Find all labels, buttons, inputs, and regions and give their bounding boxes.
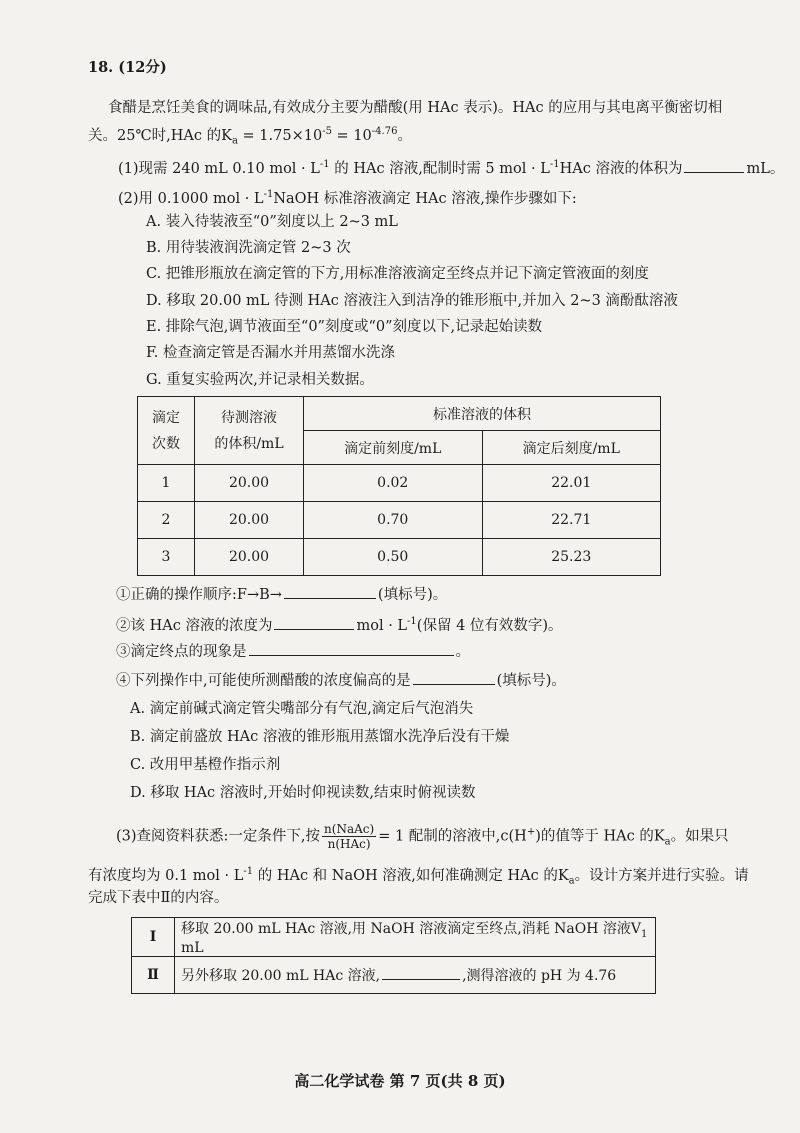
header-trial: 滴定 次数 — [138, 397, 195, 465]
answer-blank-endpoint[interactable] — [249, 641, 454, 656]
table-row: Ⅱ 另外移取 20.00 mL HAc 溶液, ,测得溶液的 pH 为 4.76 — [132, 956, 656, 993]
question-3-line-3: 完成下表中Ⅱ的内容。 — [88, 890, 229, 906]
step-b: B. 用待装液润洗滴定管 2~3 次 — [146, 240, 351, 256]
step-d: D. 移取 20.00 mL 待测 HAc 溶液注入到洁净的锥形瓶中,并加入 2~3 滴酚酞溶液 — [146, 293, 678, 309]
sub-question-4: ④下列操作中,可能使所测醋酸的浓度偏高的是 (填标号)。 — [116, 670, 566, 691]
table-row: 3 20.00 0.50 25.23 — [138, 539, 661, 576]
header-after: 滴定后刻度/mL — [482, 431, 661, 465]
step-g: G. 重复实验两次,并记录相关数据。 — [146, 372, 374, 388]
option-b: B. 滴定前盛放 HAc 溶液的锥形瓶用蒸馏水洗净后没有干燥 — [130, 729, 510, 745]
sub-question-1: ①正确的操作顺序:F→B→ (填标号)。 — [116, 584, 447, 605]
table-row: 1 20.00 0.02 22.01 — [138, 465, 661, 502]
answer-blank-order[interactable] — [284, 584, 376, 599]
table-row: 2 20.00 0.70 22.71 — [138, 502, 661, 539]
sub-question-2: ②该 HAc 溶液的浓度为 mol · $L^{-1}$(保留 4 位有效数字)。 — [116, 616, 563, 634]
ratio-fraction: $\frac{\text{n(NaAc)}}{\text{n(HAc)}}$ — [324, 822, 375, 851]
page-footer: 高二化学试卷 第 7 页(共 8 页) — [294, 1072, 506, 1090]
answer-blank-concentration[interactable] — [274, 615, 354, 630]
step-e: E. 排除气泡,调节液面至“0”刻度或“0”刻度以下,记录起始读数 — [146, 319, 543, 335]
sub-question-3: ③滴定终点的现象是 。 — [116, 641, 470, 662]
intro-line-2: 关。25℃时,HAc 的$K_a = 1.75\times 10^{-5} = 10^{-4.76}$。 — [88, 126, 412, 147]
option-c: C. 改用甲基橙作指示剂 — [130, 757, 281, 773]
question-number: 18. (12分) — [88, 59, 167, 76]
option-a: A. 滴定前碱式滴定管尖嘴部分有气泡,滴定后气泡消失 — [130, 701, 474, 717]
design-table — [131, 917, 656, 994]
step-c: C. 把锥形瓶放在滴定管的下方,用标准溶液滴定至终点并记下滴定管液面的刻度 — [146, 266, 649, 282]
header-before: 滴定前刻度/mL — [304, 431, 483, 465]
header-standard-volume: 标准溶液的体积 — [304, 397, 661, 431]
titration-table — [137, 396, 661, 576]
table-row: Ⅰ 移取 20.00 mL HAc 溶液,用 NaOH 溶液滴定至终点,消耗 NaOH 溶液$V_1$ mL — [132, 918, 656, 957]
question-2: (2)用 0.1000 mol · $L^{-1}NaOH$ 标准溶液滴定 HAc 溶液,操作步骤如下: — [118, 189, 577, 207]
answer-blank-operation[interactable] — [413, 670, 495, 685]
question-3-line-1: (3)查阅资料获悉:一定条件下,按 $\frac{\text{n(NaAc)}}{\text{n(HAc)}}$ = 1 配制的溶液中,c(H+)的值等于 HAc 的$K_a$。如果只 — [116, 822, 729, 851]
question-3-line-2: 有浓度均为 0.1 mol · $L^{-1}$ 的 HAc 和 NaOH 溶液,如何准确测定 HAc 的$K_a$。设计方案并进行实验。请 — [88, 866, 749, 887]
answer-blank-volume[interactable] — [684, 158, 744, 173]
step-a: A. 装入待装液至“0”刻度以上 2~3 mL — [146, 214, 398, 230]
option-d: D. 移取 HAc 溶液时,开始时仰视读数,结束时俯视读数 — [130, 785, 476, 801]
answer-blank-design[interactable] — [382, 965, 460, 980]
step-f: F. 检查滴定管是否漏水并用蒸馏水洗涤 — [146, 345, 396, 361]
intro-line-1: 食醋是烹饪美食的调味品,有效成分主要为醋酸(用 HAc 表示)。HAc 的应用与其电离平衡密切相 — [108, 100, 723, 116]
header-sample-volume: 待测溶液 的体积/mL — [195, 397, 304, 465]
question-1: (1)现需 240 mL 0.10 mol · $L^{-1}$ 的 HAc 溶液,配制时需 5 mol · $L^{-1}HAc$ 溶液的体积为 mL。 — [118, 159, 785, 177]
